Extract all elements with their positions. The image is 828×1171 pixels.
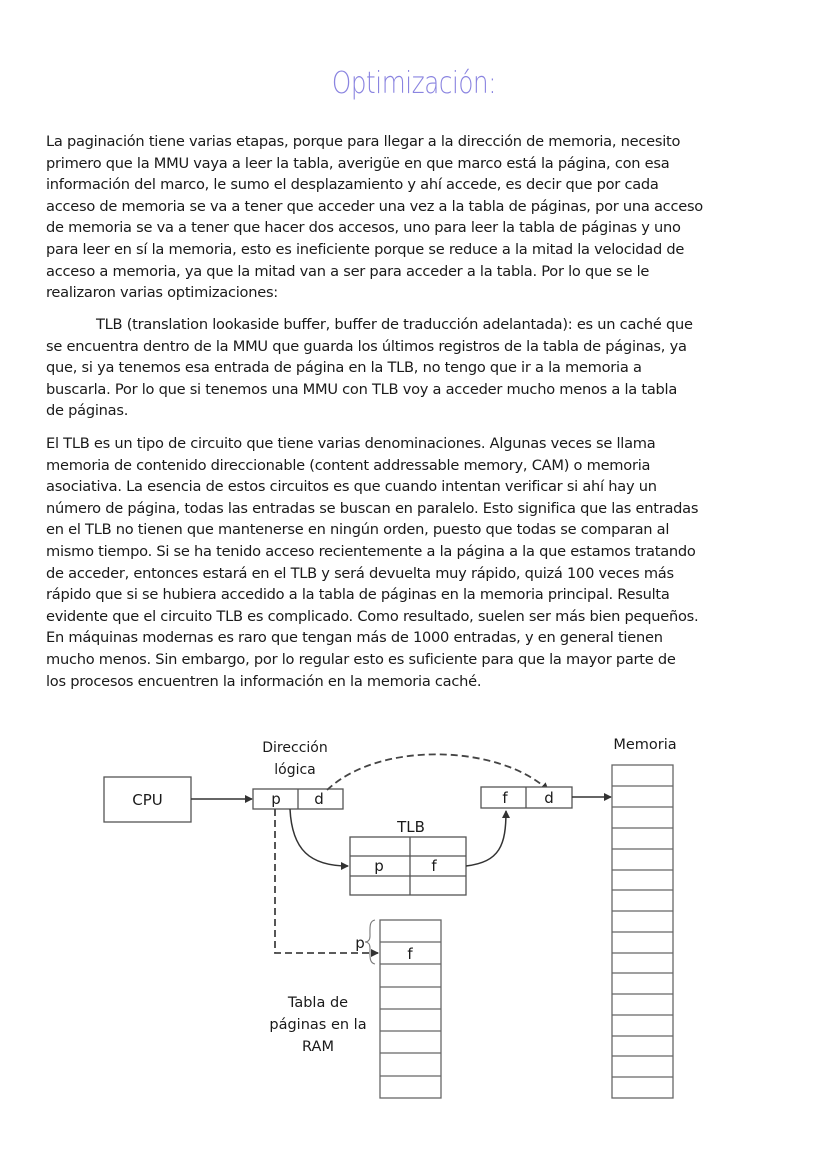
text-line: de memoria se va a tener que hacer dos accesos, uno para leer la tabla de páginas y uno xyxy=(46,219,681,237)
page-table-label: Tabla de xyxy=(287,995,349,1011)
memory-column xyxy=(612,765,673,1098)
frame-field: f xyxy=(502,789,508,807)
text-line: En máquinas modernas es raro que tengan más de 1000 entradas, y en general tienen xyxy=(46,629,663,647)
page-table xyxy=(380,920,441,1098)
tlb-label: TLB xyxy=(397,818,425,836)
page-table-frame-cell: f xyxy=(407,945,413,963)
page-table-label: páginas en la xyxy=(269,1017,367,1033)
text-line: de acceder, entonces estará en el TLB y será devuelta muy rápido, quizá 100 veces más xyxy=(46,564,674,582)
text-line: realizaron varias optimizaciones: xyxy=(46,284,278,302)
arrow-offset-copy xyxy=(327,754,548,790)
text-line: los procesos encuentren la información en la memoria caché. xyxy=(46,672,482,690)
text-line: mucho menos. Sin embargo, por lo regular esto es suficiente para que la mayor parte de xyxy=(46,650,676,668)
logical-address-box xyxy=(253,789,343,809)
page-index-label: p xyxy=(355,934,365,952)
offset-field: d xyxy=(544,789,554,807)
physical-address-box xyxy=(481,787,572,808)
memory-label: Memoria xyxy=(613,737,677,753)
text-line: asociativa. La esencia de estos circuitos es que cuando intentan verificar si ahí hay un xyxy=(46,478,657,496)
text-line: acceso a memoria, ya que la mitad van a ser para acceder a la tabla. Por lo que se le xyxy=(46,262,650,280)
text-line: acceso de memoria se va a tener que acceder una vez a la tabla de páginas, por una acceso xyxy=(46,197,703,215)
logical-address-label: Dirección xyxy=(262,740,328,756)
text-line: que, si ya tenemos esa entrada de página en la TLB, no tengo que ir a la memoria a xyxy=(46,359,642,377)
text-line: buscarla. Por lo que si tenemos una MMU con TLB voy a acceder mucho menos a la tabla xyxy=(46,380,678,398)
text-line: se encuentra dentro de la MMU que guarda los últimos registros de la tabla de páginas, ya xyxy=(46,337,687,355)
cpu-label: CPU xyxy=(132,791,163,809)
page-table-label: RAM xyxy=(302,1039,334,1055)
page-title: Optimización: xyxy=(331,66,497,101)
tlb-page-cell: p xyxy=(374,857,384,875)
text-line: primero que la MMU vaya a leer la tabla, averigüe en que marco está la página, con esa xyxy=(46,154,670,172)
text-line: TLB (translation lookaside buffer, buffer de traducción adelantada): es un caché que xyxy=(96,316,693,333)
text-line: información del marco, le sumo el desplazamiento y ahí accede, es decir que por cada xyxy=(46,176,659,194)
logical-address-label: lógica xyxy=(274,762,316,778)
text-line: El TLB es un tipo de circuito que tiene varias denominaciones. Algunas veces se llama xyxy=(46,435,656,452)
brace-icon xyxy=(365,920,375,964)
text-line: rápido que si se hubiera accedido a la tabla de páginas en la memoria principal. Resulta xyxy=(46,586,670,604)
page-number-field: p xyxy=(271,790,281,808)
cpu-box xyxy=(104,777,191,822)
arrow-tlb-to-frame xyxy=(466,811,506,866)
text-line: de páginas. xyxy=(46,402,129,420)
text-line: para leer en sí la memoria, esto es ineficiente porque se reduce a la mitad la velocidad de xyxy=(46,240,685,258)
text-line: evidente que el circuito TLB es complicado. Como resultado, suelen ser más bien pequeños. xyxy=(46,607,699,625)
tlb-frame-cell: f xyxy=(431,857,437,875)
tlb-table xyxy=(350,837,466,895)
text-line: en el TLB no tienen que mantenerse en ningún orden, puesto que todas se comparan al xyxy=(46,521,670,539)
text-line: memoria de contenido direccionable (content addressable memory, CAM) o memoria xyxy=(46,456,651,474)
arrow-page-to-tlb xyxy=(290,809,348,866)
text-line: número de página, todas las entradas se buscan en paralelo. Esto significa que las entradas xyxy=(46,499,699,517)
text-line: La paginación tiene varias etapas, porque para llegar a la dirección de memoria, necesito xyxy=(46,133,681,150)
offset-field: d xyxy=(314,790,324,808)
text-line: mismo tiempo. Si se ha tenido acceso recientemente a la página a la que estamos tratando xyxy=(46,542,696,560)
